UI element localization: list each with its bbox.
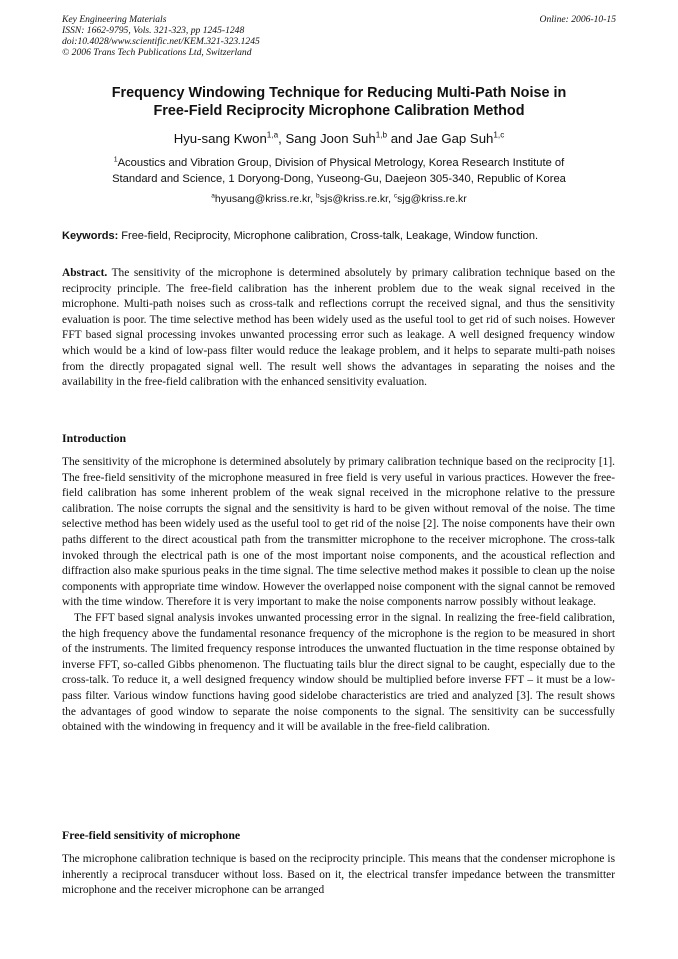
doi-line: doi:10.4028/www.scientific.net/KEM.321-323.1245 — [62, 36, 260, 47]
abstract-label: Abstract. — [62, 267, 108, 279]
keywords-label: Keywords: — [62, 230, 119, 242]
introduction-body — [62, 455, 615, 736]
email-sup: c — [393, 192, 398, 200]
journal-name: Key Engineering Materials — [62, 14, 167, 25]
author-sup: 1,b — [375, 130, 388, 140]
affiliation-line-2: Standard and Science, 1 Doryong-Dong, Yuseong-Gu, Daejeon 305-340, Republic of Korea — [112, 173, 566, 185]
paper-title — [62, 84, 616, 120]
issn-line: ISSN: 1662-9795, Vols. 321-323, pp 1245-1248 — [62, 25, 245, 36]
author-sup: 1,c — [493, 130, 505, 140]
author-name: Sang Joon Suh — [285, 131, 376, 146]
email-address[interactable]: sjs@kriss.re.kr — [319, 193, 389, 205]
affiliation-sup: 1 — [113, 156, 118, 164]
online-date: Online: 2006-10-15 — [539, 14, 616, 25]
introduction-paragraph-1: The sensitivity of the microphone is determined absolutely by primary calibration technique based on the reciprocity [1]. The free-field sensitivity of the microphone measured in free field is very useful in various practices. However the free-field calibration has some inherent problem of the weak signal received in the microphone relative to the pressure calibration. The noise corrupts the signal and the sensitivity is hard to be given without removal of the noise. The time selective method has been widely used as the useful tool to get rid of the noise [2]. The noise components have their own paths different to the direct acoustical path from the transmitter microphone to the receiver microphone. The cross-talk invoked through the electrical path is one of the most important noise components, and the acoustical reflection and diffraction also make spurious peaks in the time signal. The time selective method makes it possible to clean up the noise components with appropriate time window. However the overlapped noise component with the signal cannot be removed with the time window. Therefore it is very important to make the noise components narrow possibly without leakage. — [62, 456, 615, 609]
affiliation — [62, 155, 616, 187]
abstract-text: The sensitivity of the microphone is determined absolutely by primary calibration technique based on the reciprocity principle. The free-field calibration has the inherent problem due to the weak signal received in the microphone. Multi-path noises such as cross-talk and reflections corrupt the received signal, and thus the sensitivity evaluation is poor. The time selective method has been widely used as the useful tool to get rid of such noises. However FFT based signal processing invokes unwanted processing error such as leakage. A well designed frequency window which would be a kind of low-pass filter would reduce the leakage problem, and it helps to separate multi-path noises from the directly propagated signal well. The result well shows the advantages in separating the noises and the availability in the free-field calibration with the enhanced sensitivity evaluation. — [62, 267, 615, 389]
abstract — [62, 266, 615, 391]
author-name: Hyu-sang Kwon — [173, 131, 267, 146]
title-line-2: Free-Field Reciprocity Microphone Calibration Method — [153, 103, 525, 119]
affiliation-line-1: Acoustics and Vibration Group, Division of Physical Metrology, Korea Research Institute of — [117, 157, 565, 169]
author-sep: , — [278, 131, 286, 146]
email-sup: b — [316, 192, 320, 200]
introduction-paragraph-2: The FFT based signal analysis invokes unwanted processing error in the signal. In realizing the free-field calibration, the high frequency above the fundamental resonance frequency of the microphone is the region to be measured in short of the instruments. The limited frequency response introduces the unwanted fluctuation in the time response obtained by inverse FFT, so-called Gibbs phenomenon. The fluctuating tails blur the direct signal to be caught, especially due to the cross-talk. To reduce it, a well designed frequency window should be multiplied before inverse FFT – it must be a low-pass filter. Various window functions having good sidelobe characteristics are tried and analyzed [3]. The result shows the advantages of good window to separate the noise components to the signal. The sensitivity can be successfully obtained with the windowing in frequency and it will be available in the free-field calibration. — [62, 611, 615, 734]
free-field-heading: Free-field sensitivity of microphone — [62, 828, 241, 842]
author-sep: and — [387, 131, 417, 146]
email-list: $^a$hyusang@kriss.re.kr, $^b$sjs@kriss.re.kr, $^c$sjg@kriss.re.kr — [211, 192, 467, 205]
author-sup: 1,a — [266, 130, 279, 140]
free-field-paragraph: The microphone calibration technique is based on the reciprocity principle. This means that the condenser microphone is inherently a reciprocal transducer without loss. Based on it, the electrical transfer impedance between the transmitter microphone and the receiver microphone can be arranged — [62, 853, 615, 897]
author-name: Jae Gap Suh — [416, 131, 494, 146]
keywords-text: Free-field, Reciprocity, Microphone calibration, Cross-talk, Leakage, Window function. — [118, 230, 539, 242]
email-address[interactable]: hyusang@kriss.re.kr — [214, 193, 311, 205]
copyright-line: © 2006 Trans Tech Publications Ltd, Switzerland — [62, 47, 252, 58]
email-sup: a — [211, 192, 215, 200]
keywords — [62, 229, 616, 244]
introduction-heading: Introduction — [62, 431, 127, 445]
title-line-1: Frequency Windowing Technique for Reducing Multi-Path Noise in — [111, 85, 567, 101]
journal-header — [62, 14, 616, 58]
author-list — [62, 130, 616, 147]
email-address[interactable]: sjg@kriss.re.kr — [397, 193, 467, 205]
